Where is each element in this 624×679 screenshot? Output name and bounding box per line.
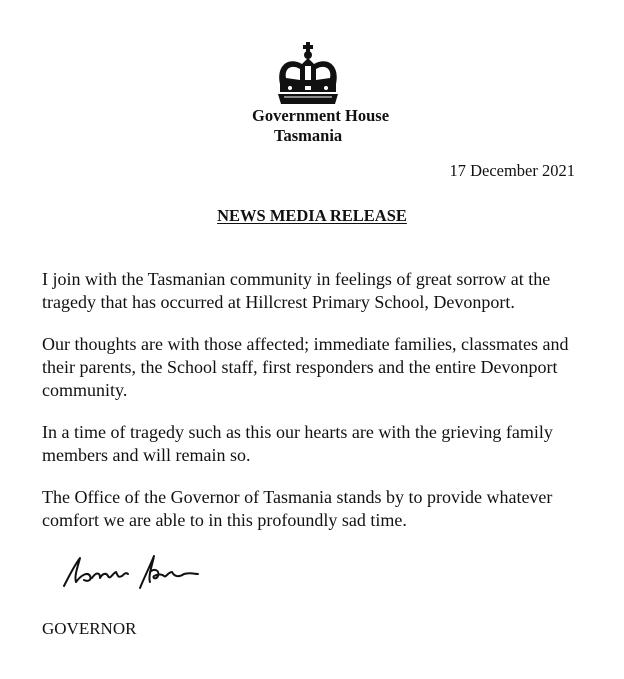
crown-crest-icon (272, 42, 344, 106)
handwritten-signature-icon (54, 548, 204, 594)
paragraph: The Office of the Governor of Tasmania stands by to provide whatever comfort we are able to in this profoundly sad time. (42, 487, 553, 530)
letterhead-org (252, 106, 389, 146)
release-heading: NEWS MEDIA RELEASE (217, 206, 407, 225)
org-name: Government House (252, 106, 390, 125)
release-date: 17 December 2021 (449, 161, 575, 180)
signatory-title: GOVERNOR (42, 619, 137, 638)
paragraph: Our thoughts are with those affected; immediate families, classmates and their parents, the School staff, first responders and the entire Devonport community. (42, 334, 569, 400)
paragraph: I join with the Tasmanian community in feelings of great sorrow at the tragedy that has occurred at Hillcrest Primary School, Devonport. (42, 269, 551, 312)
paragraph: In a time of tragedy such as this our hearts are with the grieving family members and will remain so. (42, 422, 553, 465)
release-body (42, 268, 602, 551)
org-state: Tasmania (274, 126, 343, 145)
